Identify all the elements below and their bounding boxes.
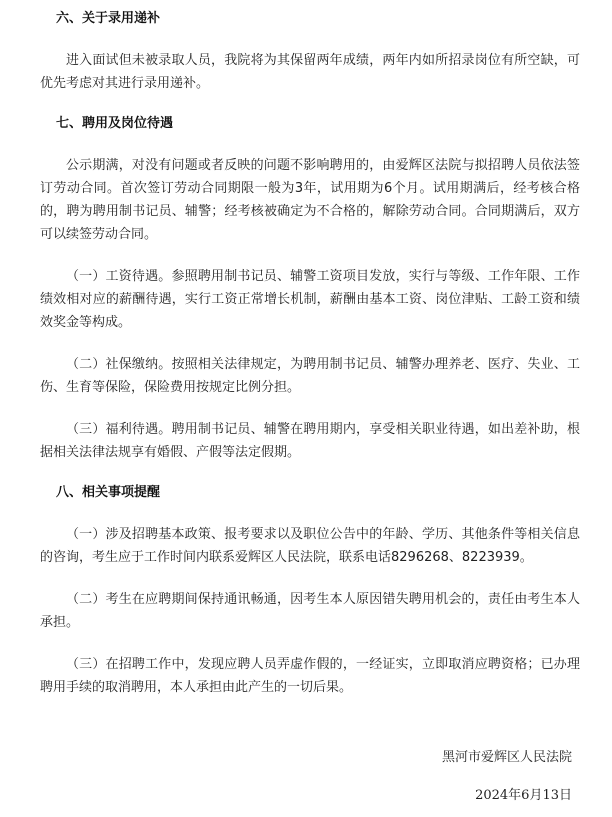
section-heading-6: 六、关于录用递补 xyxy=(56,11,161,26)
section-8-paragraph-3: （三）在招聘工作中，发现应聘人员弄虚作假的，一经证实，立即取消应聘资格；已办理聘用手续的取消聘用，本人承担由此产生的一切后果。 xyxy=(40,657,580,695)
signature-date: 2024年6月13日 xyxy=(475,788,572,803)
section-heading-7: 七、聘用及岗位待遇 xyxy=(56,116,174,131)
section-6-paragraph-1: 进入面试但未被录取人员，我院将为其保留两年成绩，两年内如所招录岗位有所空缺，可优先考虑对其进行录用递补。 xyxy=(40,53,580,91)
section-7-paragraph-2: （一）工资待遇。参照聘用制书记员、辅警工资项目发放，实行与等级、工作年限、工作绩效相对应的薪酬待遇，实行工资正常增长机制，薪酬由基本工资、岗位津贴、工龄工资和绩效奖金等构成。 xyxy=(40,269,580,330)
section-heading-8: 八、相关事项提醒 xyxy=(56,485,161,500)
signature-organization: 黑河市爱辉区人民法院 xyxy=(441,750,572,765)
section-7-paragraph-4: （三）福利待遇。聘用制书记员、辅警在聘用期内，享受相关职业待遇，如出差补助，根据相关法律法规享有婚假、产假等法定假期。 xyxy=(40,422,580,460)
section-8-paragraph-1: （一）涉及招聘基本政策、报考要求以及职位公告中的年龄、学历、其他条件等相关信息的咨询，考生应于工作时间内联系爱辉区人民法院，联系电话8296268、8223939。 xyxy=(40,527,580,565)
section-8-paragraph-2: （二）考生在应聘期间保持通讯畅通，因考生本人原因错失聘用机会的，责任由考生本人承担。 xyxy=(40,592,580,630)
section-7-paragraph-1: 公示期满，对没有问题或者反映的问题不影响聘用的，由爱辉区法院与拟招聘人员依法签订劳动合同。首次签订劳动合同期限一般为3年，试用期为6个月。试用期满后，经考核合格的，聘为聘用制书记员、辅警；经考核被确定为不合格的，解除劳动合同。合同期满后，双方可以续签劳动合同。 xyxy=(40,158,580,242)
section-7-paragraph-3: （二）社保缴纳。按照相关法律规定，为聘用制书记员、辅警办理养老、医疗、失业、工伤、生育等保险，保险费用按规定比例分担。 xyxy=(40,357,580,395)
